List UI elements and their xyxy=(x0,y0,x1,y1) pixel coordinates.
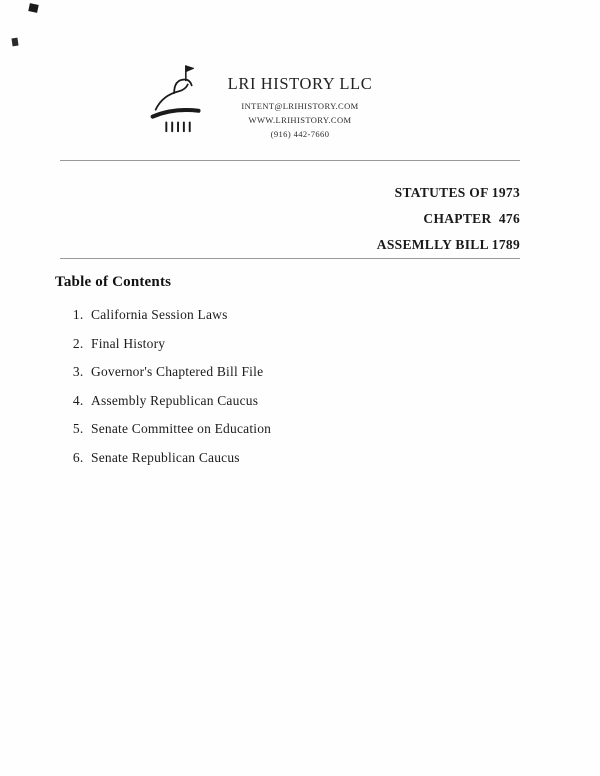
divider-line xyxy=(60,160,520,161)
company-name: LRI HISTORY LLC xyxy=(227,74,373,93)
toc-item: 6. Senate Republican Caucus xyxy=(87,450,535,466)
toc-item: 4. Assembly Republican Caucus xyxy=(87,393,535,409)
letterhead xyxy=(218,74,382,143)
capitol-logo-icon xyxy=(140,60,218,140)
toc-heading: Table of Contents xyxy=(55,274,172,290)
toc-item: 2. Final History xyxy=(87,336,535,352)
bill-reference xyxy=(377,180,520,258)
statutes-line: STATUTES OF 1973 xyxy=(394,185,520,200)
chapter-line: CHAPTER 476 xyxy=(423,211,520,226)
toc-list xyxy=(55,307,535,466)
company-email: INTENT@LRIHISTORY.COM xyxy=(241,101,359,111)
toc-item: 5. Senate Committee on Education xyxy=(87,421,535,437)
company-website: WWW.LRIHISTORY.COM xyxy=(248,115,352,125)
toc-item: 3. Governor's Chaptered Bill File xyxy=(87,364,535,380)
table-of-contents xyxy=(55,274,535,478)
toc-item: 1. California Session Laws xyxy=(87,307,535,323)
company-phone: (916) 442-7660 xyxy=(270,129,330,139)
scan-artifact xyxy=(28,3,38,13)
divider-line xyxy=(60,258,520,259)
bill-line: ASSEMLLY BILL 1789 xyxy=(376,237,520,252)
scan-artifact xyxy=(11,38,18,47)
